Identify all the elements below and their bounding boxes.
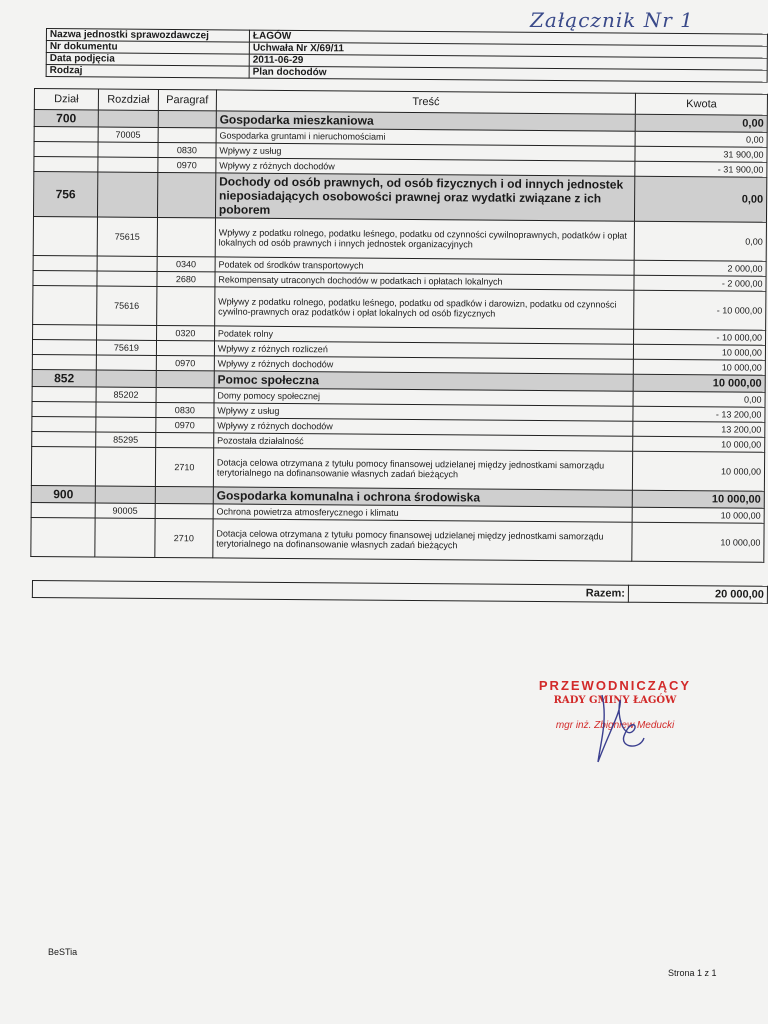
cell-paragraf: [157, 286, 215, 325]
cell-dzial: [32, 339, 96, 355]
cell-dzial: [31, 517, 95, 557]
cell-paragraf: [157, 217, 215, 256]
cell-tresc: Wpływy z podatku rolnego, podatku leśnego, podatku od spadków i darowizn, podatku od czynności cywilno-prawnych oraz podatków i opłat lokalnych od osób fizycznych: [214, 287, 634, 329]
footer-software: BeSTia: [48, 947, 78, 957]
table-row: [33, 285, 766, 330]
cell-paragraf: 0320: [156, 325, 214, 340]
cell-tresc: Pozostała działalność: [214, 433, 633, 451]
meta-key: Nr dokumentu: [46, 41, 249, 55]
cell-kwota: 10 000,00: [632, 522, 764, 562]
cell-rozdzial: [97, 256, 157, 271]
footer-page-number: Strona 1 z 1: [668, 968, 717, 978]
cell-dzial: [33, 324, 97, 340]
stamp-name: mgr inż. Zbigniew Meducki: [555, 720, 675, 731]
cell-kwota: 10 000,00: [633, 436, 765, 452]
meta-value: Uchwała Nr X/69/11: [249, 42, 767, 58]
cell-kwota: 10 000,00: [632, 490, 764, 508]
header-dzial: Dział: [34, 89, 98, 111]
cell-dzial: 900: [31, 485, 95, 503]
cell-paragraf: [156, 432, 214, 447]
stamp-council: RADY GMINY ŁAGÓW: [553, 695, 677, 706]
cell-paragraf: 0970: [156, 417, 214, 432]
cell-dzial: [33, 285, 97, 325]
cell-rozdzial: 90005: [95, 503, 155, 518]
cell-rozdzial: [96, 417, 156, 432]
cell-dzial: [33, 255, 97, 271]
cell-kwota: 10 000,00: [634, 344, 766, 360]
cell-dzial: [34, 142, 98, 158]
cell-paragraf: 2710: [155, 518, 213, 557]
meta-value: Plan dochodów: [249, 66, 767, 82]
table-row: [33, 216, 766, 261]
income-plan-table: [30, 88, 768, 563]
meta-value: ŁAGÓW: [249, 30, 767, 46]
cell-rozdzial: [96, 325, 156, 340]
table-row: [31, 446, 764, 491]
cell-rozdzial: 85295: [96, 432, 156, 447]
cell-rozdzial: 75619: [96, 340, 156, 355]
cell-kwota: 0,00: [634, 221, 766, 261]
cell-tresc: Gospodarka gruntami i nieruchomościami: [216, 128, 635, 146]
cell-rozdzial: 75616: [97, 286, 157, 325]
cell-tresc: Podatek rolny: [214, 326, 633, 344]
cell-dzial: [34, 127, 98, 143]
cell-rozdzial: [95, 486, 155, 503]
cell-kwota: 10 000,00: [633, 374, 765, 392]
cell-paragraf: 2680: [157, 271, 215, 286]
cell-tresc: Dochody od osób prawnych, od osób fizycznych i od innych jednostek nieposiadających osobowości prawnej oraz wydatki związane z ich poborem: [215, 173, 635, 221]
header-tresc: Treść: [216, 90, 635, 114]
cell-tresc: Wpływy z różnych dochodów: [214, 356, 633, 374]
signature-icon: [590, 690, 650, 770]
table-body: [31, 110, 767, 563]
cell-rozdzial: [96, 402, 156, 417]
cell-tresc: Pomoc społeczna: [214, 371, 633, 391]
cell-tresc: Wpływy z różnych dochodów: [214, 418, 633, 436]
cell-kwota: 0,00: [635, 114, 767, 132]
cell-rozdzial: [96, 370, 156, 387]
cell-tresc: Dotacja celowa otrzymana z tytułu pomocy finansowej udzielanej między jednostkami samorządu terytorialnego na dofinansowanie własnych zadań bieżących: [213, 519, 633, 561]
cell-dzial: [32, 416, 96, 432]
cell-rozdzial: 85202: [96, 387, 156, 402]
total-label: Razem:: [32, 581, 628, 603]
header-rozdzial: Rozdział: [98, 89, 158, 110]
cell-dzial: 756: [33, 172, 97, 218]
cell-rozdzial: 75615: [97, 217, 157, 256]
cell-kwota: 2 000,00: [634, 260, 766, 276]
cell-rozdzial: [98, 142, 158, 157]
meta-key: Nazwa jednostki sprawozdawczej: [46, 29, 249, 43]
cell-tresc: Wpływy z różnych dochodów: [216, 158, 635, 176]
cell-paragraf: [157, 172, 215, 217]
cell-rozdzial: [96, 355, 156, 370]
cell-kwota: 10 000,00: [632, 507, 764, 523]
cell-kwota: - 2 000,00: [634, 275, 766, 291]
table-row: [31, 517, 764, 562]
cell-dzial: [31, 446, 95, 486]
metadata-table: [46, 28, 768, 83]
cell-paragraf: [156, 340, 214, 355]
cell-tresc: Dotacja celowa otrzymana z tytułu pomocy finansowej udzielanej między jednostkami samorządu terytorialnego na dofinansowanie własnych zadań bieżących: [213, 448, 633, 490]
cell-paragraf: 0970: [156, 355, 214, 370]
cell-kwota: - 10 000,00: [634, 290, 766, 330]
handwritten-annotation: Załącznik Nr 1: [530, 8, 694, 32]
cell-dzial: 700: [34, 110, 98, 128]
cell-tresc: Domy pomocy społecznej: [214, 388, 633, 406]
cell-paragraf: [156, 387, 214, 402]
cell-kwota: 0,00: [633, 391, 765, 407]
cell-kwota: - 13 200,00: [633, 406, 765, 422]
header-kwota: Kwota: [635, 93, 767, 115]
cell-rozdzial: [97, 172, 157, 217]
cell-tresc: Wpływy z podatku rolnego, podatku leśnego, podatku od czynności cywilnoprawnych, podatków i opłat lokalnych od osób prawnych i innych jednostek organizacyjnych: [215, 218, 635, 260]
cell-paragraf: [158, 110, 216, 127]
meta-key: Data podjęcia: [46, 53, 249, 67]
cell-dzial: 852: [32, 369, 96, 387]
cell-rozdzial: [98, 110, 158, 127]
cell-dzial: [32, 354, 96, 370]
cell-tresc: Wpływy z usług: [214, 403, 633, 421]
total-table: [32, 580, 768, 604]
cell-dzial: [32, 431, 96, 447]
cell-dzial: [31, 502, 95, 518]
cell-rozdzial: [97, 271, 157, 286]
cell-tresc: Gospodarka mieszkaniowa: [216, 111, 635, 131]
cell-kwota: - 10 000,00: [634, 329, 766, 345]
cell-kwota: 10 000,00: [633, 359, 765, 375]
cell-paragraf: 0340: [157, 256, 215, 271]
cell-kwota: 31 900,00: [635, 146, 767, 162]
cell-paragraf: [155, 503, 213, 518]
stamp-title: PRZEWODNICZĄCY: [538, 678, 692, 693]
cell-tresc: Wpływy z różnych rozliczeń: [214, 341, 633, 359]
cell-paragraf: [156, 370, 214, 387]
cell-paragraf: 2710: [155, 447, 213, 486]
cell-tresc: Podatek od środków transportowych: [215, 257, 634, 275]
cell-paragraf: [155, 486, 213, 503]
cell-tresc: Gospodarka komunalna i ochrona środowiska: [213, 487, 632, 507]
section-row: [33, 172, 766, 223]
cell-dzial: [33, 216, 97, 256]
cell-kwota: 0,00: [635, 131, 767, 147]
total-row: [32, 581, 767, 604]
cell-paragraf: 0970: [158, 157, 216, 172]
meta-key: Rodzaj: [46, 65, 249, 79]
cell-paragraf: 0830: [158, 142, 216, 157]
cell-kwota: - 31 900,00: [635, 161, 767, 177]
cell-kwota: 13 200,00: [633, 421, 765, 437]
cell-tresc: Wpływy z usług: [216, 143, 635, 161]
cell-kwota: 0,00: [635, 176, 767, 222]
header-paragraf: Paragraf: [158, 89, 216, 110]
cell-kwota: 10 000,00: [633, 451, 765, 491]
meta-value: 2011-06-29: [249, 54, 767, 70]
cell-tresc: Ochrona powietrza atmosferycznego i klimatu: [213, 504, 632, 522]
cell-tresc: Rekompensaty utraconych dochodów w podatkach i opłatach lokalnych: [215, 272, 634, 290]
cell-rozdzial: 70005: [98, 127, 158, 142]
cell-paragraf: 0830: [156, 402, 214, 417]
cell-dzial: [32, 401, 96, 417]
cell-dzial: [34, 157, 98, 173]
total-value: 20 000,00: [628, 585, 767, 603]
cell-dzial: [33, 270, 97, 286]
cell-dzial: [32, 386, 96, 402]
cell-paragraf: [158, 127, 216, 142]
cell-rozdzial: [95, 518, 155, 557]
cell-rozdzial: [95, 447, 155, 486]
cell-rozdzial: [98, 157, 158, 172]
